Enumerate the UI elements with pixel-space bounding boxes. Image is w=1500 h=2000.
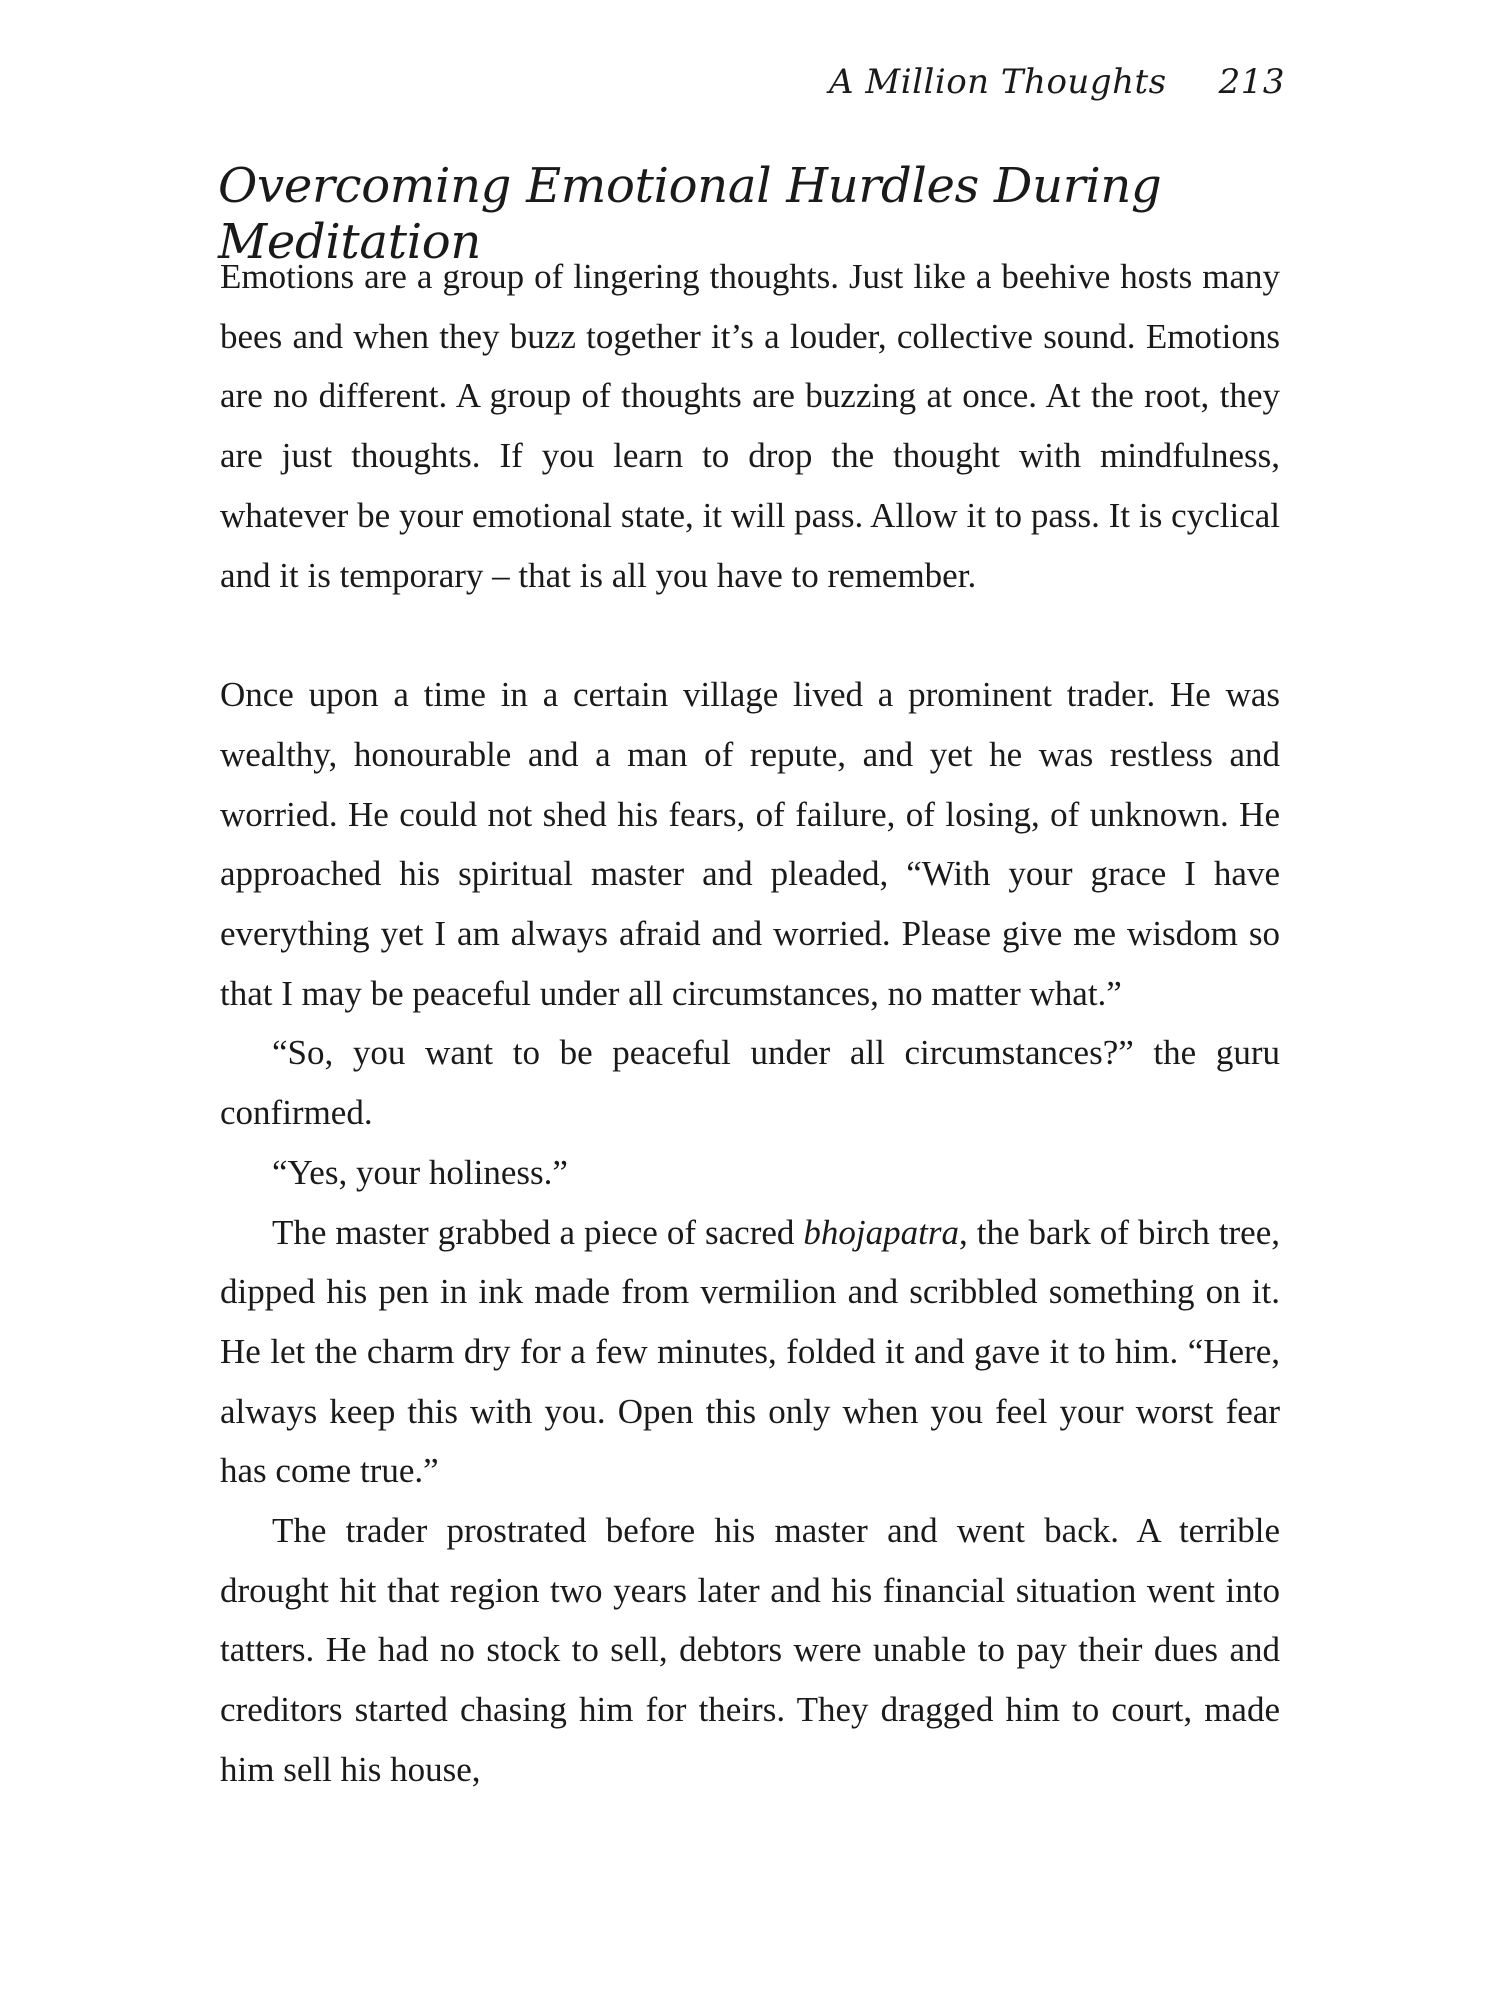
paragraph-2: Once upon a time in a certain village lived a prominent trader. He was wealthy, honourable and a man of repute, and yet he was restless and worried. He could not shed his fears, of failure, of losing, of unknown. He approached his spiritual master and pleaded, “With your grace I have everything yet I am always afraid and worried. Please give me wisdom so that I may be peaceful under all circumstances, no matter what.” xyxy=(220,675,1280,1013)
paragraph-4: “Yes, your holiness.” xyxy=(272,1152,568,1192)
section-heading: Overcoming Emotional Hurdles During Meditation xyxy=(218,158,1162,270)
paragraph-5-end: , the bark of birch tree, dipped his pen in ink made from vermilion and scribbled something on it. He let the charm dry for a few minutes, folded it and gave it to him. “Here, always keep this with you. Open this only when you feel your worst fear has come true.” xyxy=(220,1212,1280,1491)
paragraph-5-start: The master grabbed a piece of sacred xyxy=(272,1212,804,1252)
bhojapatra-term: bhojapatra xyxy=(803,1212,959,1252)
paragraph-3: “So, you want to be peaceful under all circumstances?” the guru confirmed. xyxy=(220,1033,1280,1133)
page-number: 213 xyxy=(1218,62,1285,102)
body-text xyxy=(220,247,1280,1800)
running-title: A Million Thoughts xyxy=(829,62,1167,102)
paragraph-1: Emotions are a group of lingering thoughts. Just like a beehive hosts many bees and when they buzz together it’s a louder, collective sound. Emotions are no different. A group of thoughts are buzzing at once. At the root, they are just thoughts. If you learn to drop the thought with mindfulness, whatever be your emotional state, it will pass. Allow it to pass. It is cyclical and it is temporary – that is all you have to remember. xyxy=(220,257,1280,595)
running-head xyxy=(829,62,1285,102)
paragraph-6: The trader prostrated before his master and went back. A terrible drought hit that region two years later and his financial situation went into tatters. He had no stock to sell, debtors were unable to pay their dues and creditors started chasing him for theirs. They dragged him to court, made him sell his house, xyxy=(220,1511,1280,1789)
paragraph-5 xyxy=(220,1203,1280,1502)
